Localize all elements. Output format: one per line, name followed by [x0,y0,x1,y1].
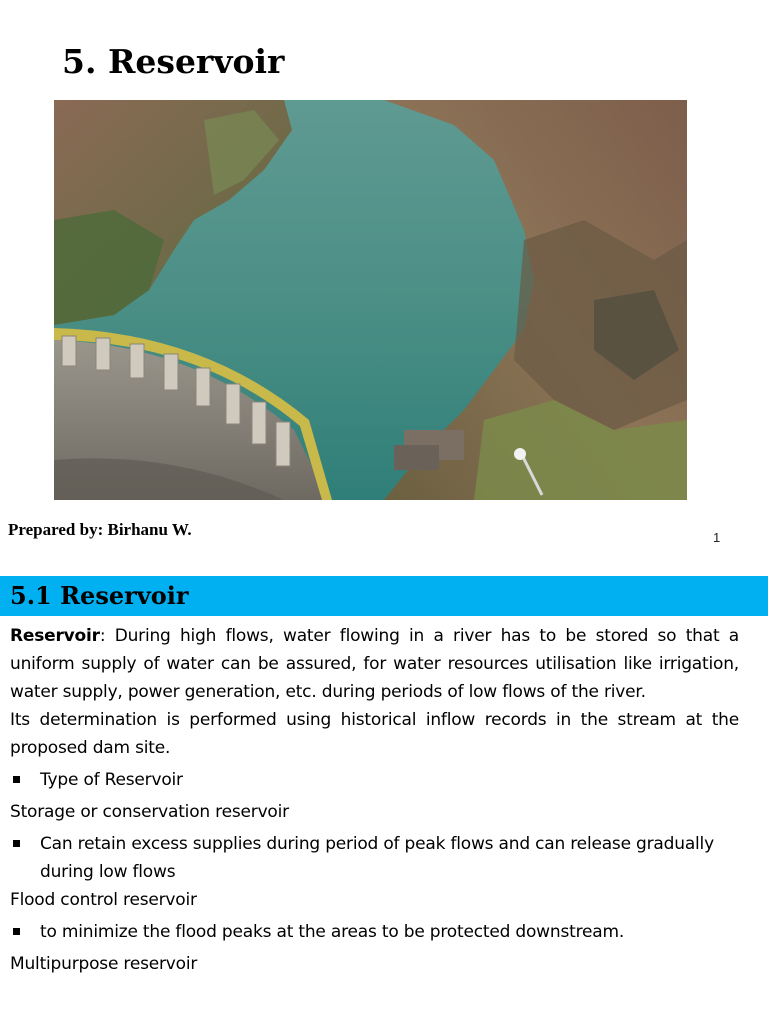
definition-term: Reservoir [10,626,100,646]
slide-header-bar [0,576,768,616]
flood-heading: Flood control reservoir [10,890,197,910]
bullet-item-types [10,766,739,794]
bullet-item-flood [10,918,739,946]
multipurpose-heading: Multipurpose reservoir [10,954,198,974]
square-bullet-icon [13,776,20,783]
slide-title: 5. Reservoir [62,42,285,81]
page-number: 1 [713,530,721,545]
prepared-by: Prepared by: Birhanu W. [8,520,192,539]
bullet-item-storage [10,830,739,886]
square-bullet-icon [13,928,20,935]
storage-heading: Storage or conservation reservoir [10,802,289,822]
dam-reservoir-photo [54,100,687,500]
slide-heading: 5.1 Reservoir [10,581,189,610]
definition-text: : During high flows, water flowing in a river has to be stored so that a uniform supply of water can be assured, for water resources utilisation like irrigation, water supply, power generation, etc. during periods of low flows of the river. [10,626,739,702]
definition-paragraph [10,622,739,706]
determination-paragraph: Its determination is performed using historical inflow records in the stream at the proposed dam site. [10,710,739,758]
bullet-text: to minimize the flood peaks at the areas to be protected downstream. [40,922,625,942]
bullet-text: Type of Reservoir [40,770,183,790]
bullet-text: Can retain excess supplies during period of peak flows and can release gradually during low flows [40,834,714,882]
slide-reservoir-definition [0,576,768,1024]
slide-content [10,622,739,978]
square-bullet-icon [13,840,20,847]
